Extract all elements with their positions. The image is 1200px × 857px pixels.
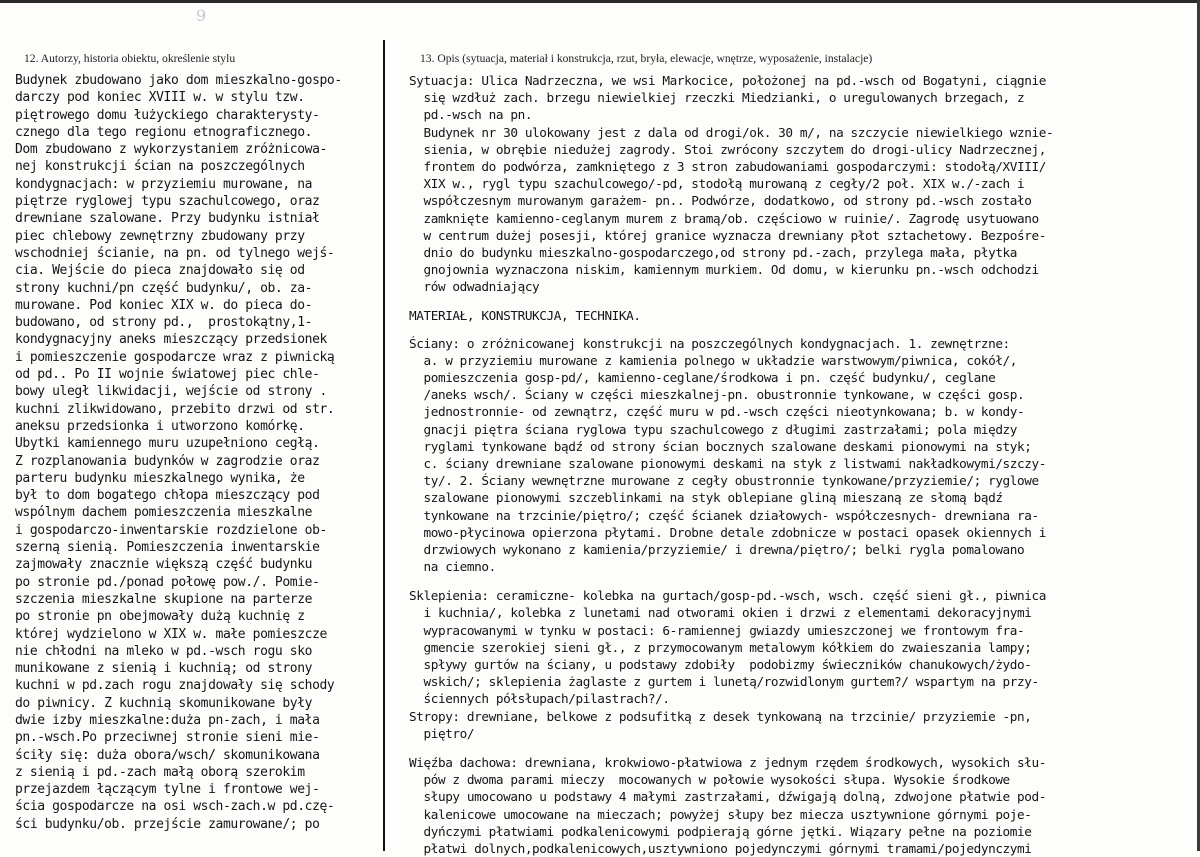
text-line: słupy umocowano u podstawy 4 małymi zastrzałami, dźwigają dolną, zdwojone płatwie pod-: [409, 789, 1046, 805]
section-sciany: [409, 335, 1199, 576]
text-line: gnojownia wyznaczona niskim, kamiennym murkiem. Od domu, w kierunku pn.-wsch odchodzi: [409, 262, 1039, 278]
text-line: której wydzielono w XIX w. małe pomieszcze: [15, 626, 327, 642]
text-line: Więźba dachowa: drewniana, krokwiowo-płatwiowa z jednym rzędem środkowych, wysokich słu-: [409, 754, 1046, 770]
text-line: po stronie pd./ponad połowę pow./. Pomie-: [15, 574, 320, 590]
section-stropy: [409, 708, 1199, 742]
text-line: i gospodarczo-inwentarskie rozdzielone ob-: [15, 522, 327, 538]
text-line: c. ściany drewniane szalowane pionowymi deskami na styk z listwami nakładkowymi/szczy-: [409, 455, 1046, 471]
text-line: jednostronnie- od zewnątrz, część muru w pd.-wsch części nieotynkowana; b. w kondy-: [409, 404, 1025, 420]
text-line: i pomieszczenie gospodarcze wraz z piwnicką: [15, 349, 335, 365]
text-line: się wzdłuż zach. brzegu niewielkiej rzeczki Miedzianki, o uregulowanych brzegach, z: [409, 90, 1025, 106]
text-line: wypracowanymi w tynku w postaci: 6-ramiennej gwiazdy umieszczonej we frontowym fra-: [409, 622, 1025, 638]
text-line: ścia gospodarcze na osi wsch-zach.w pd.czę-: [15, 799, 335, 815]
text-line: kondygnacjach: w przyziemiu murowane, na: [15, 176, 313, 192]
text-line: wschodniej ścianie, na pn. od tylnego wejś-: [15, 245, 335, 261]
section-sklepienia: [409, 587, 1199, 707]
text-line: drzwiowych wykonano z kamienia/przyziemie/ i drewna/piętro/; belki rygla pomalowano: [409, 541, 1025, 557]
text-line: kuchni zlikwidowano, przebito drzwi od str.: [15, 401, 335, 417]
text-line: XIX w., rygl typu szachulcowego/-pd, stodołą murowaną z cegły/2 poł. XIX w./-zach i: [409, 176, 1025, 192]
text-line: Stropy: drewniane, belkowe z podsufitką z desek tynkowaną na trzcinie/ przyziemie -pn,: [409, 708, 1032, 724]
text-line: i kuchnia/, kolebka z lunetami nad otworami okien i drzwi z elementami dekoracyjnymi: [409, 605, 1032, 621]
text-line: ryglami tynkowane bądź od strony ścian bocznych szalowane deskami pionowymi na styk;: [409, 438, 1032, 454]
text-line: płatwi dolnych,podkalenicowych,usztywniono pojedynczymi górnymi tramami/pojedynczymi: [409, 840, 1032, 856]
text-line: Sklepienia: ceramiczne- kolebka na gurtach/gosp-pd.-wsch, wsch. część sieni gł., piwnica: [409, 588, 1046, 604]
text-line: zajmowały znacznie większą część budynku: [15, 557, 313, 573]
text-line: kuchni w pd.zach rogu znajdowały się schody: [15, 678, 335, 694]
section-material-heading: [409, 307, 1199, 324]
text-line: przejazdem łączącym tylne i frontowe wej-: [15, 782, 320, 798]
text-line: pów z dwoma parami mieczy mocowanych w połowie wysokości słupa. Wysokie środkowe: [409, 772, 1010, 788]
section-sytuacja: [409, 72, 1199, 295]
text-line: kalenicowe umocowane na mieczach; powyżej słupy bez miecza usztywnione górnymi poje-: [409, 806, 1032, 822]
text-line: Budynek nr 30 ulokowany jest z dala od drogi/ok. 30 m/, na szczycie niewielkiego wznie-: [409, 124, 1054, 140]
text-line: pd.-wsch na pn.: [409, 107, 533, 123]
text-line: ściły się: duża obora/wsch/ skomunikowana: [15, 747, 320, 763]
text-line: budowano, od strony pd., prostokątny,1-: [15, 315, 313, 331]
text-line: rów odwadniający: [409, 279, 540, 295]
text-line: spływy gurtów na ściany, u podstawy zdobiły podobizmy świeczników chanukowych/żydo-: [409, 657, 1032, 672]
text-line: /aneks wsch/. Ściany w części mieszkalnej-pn. obustronnie tynkowane, w części gosp.: [409, 387, 1025, 403]
text-line: wskich/; sklepienia żaglaste z gurtem i lunetą/rozwidlonym gurtem?/ wspartym na przy-: [409, 674, 1039, 690]
text-line: nie chłodni na mleko w pd.-wsch rogu sko: [15, 643, 313, 659]
text-line: bowy uległ likwidacji, wejście od strony .: [15, 384, 327, 400]
text-line: Budynek zbudowano jako dom mieszkalno-gospo-: [15, 73, 342, 88]
text-line: Ubytki kamiennego muru uzupełniono cegłą.: [15, 436, 320, 452]
text-line: piętrowego domu łużyckiego charakterysty-: [15, 107, 320, 123]
text-line: szalowane pionowymi szczeblinkami na styk oblepiane gliną mieszaną ze słomą bądź: [409, 490, 1003, 506]
text-line: Ściany: o zróżnicowanej konstrukcji na poszczególnych kondygnacjach. 1. zewnętrzne:: [409, 335, 1010, 351]
text-line: z sienią i pd.-zach małą oborą szerokim: [15, 764, 305, 780]
scan-border-top: [0, 0, 1200, 3]
text-line: współczesnym murowanym garażem- pn.. Podwórze, dodatkowo, od strony pd.-wsch zostało: [409, 193, 1032, 209]
text-line: Z rozplanowania budynków w zagrodzie oraz: [15, 453, 320, 469]
section-12-header: 12. Autorzy, historia obiektu, określenie stylu: [24, 52, 236, 65]
text-line: w centrum dużej posesji, której granice wyznacza drewniany płot sztachetowy. Bezpośre-: [409, 227, 1046, 243]
text-line: tynkowane na trzcinie/piętro/; część ścianek działowych- współczesnych- drewniana ra-: [409, 507, 1039, 523]
text-line: aneksu przedsionka i utworzono komórkę.: [15, 418, 305, 434]
text-line: ściennych półsłupach/pilastrach?/.: [409, 691, 670, 707]
description-text-column: [409, 72, 1199, 857]
section-13-header: 13. Opis (sytuacja, materiał i konstrukcja, rzut, bryła, elewacje, wnętrze, wyposażenie, instalacje): [420, 52, 873, 65]
text-line: nej konstrukcji ścian na poszczególnych: [15, 159, 305, 175]
text-line: Sytuacja: Ulica Nadrzeczna, we wsi Markocice, położonej na pd.-wsch od Bogatyni, ciągnie: [409, 73, 1046, 88]
text-line: do piwnicy. Z kuchnią skomunikowane były: [15, 695, 313, 711]
section-wiezba: [409, 754, 1199, 857]
faint-page-mark: 9: [196, 6, 207, 25]
text-line: piec chlebowy zewnętrzny zbudowany przy: [15, 228, 305, 244]
text-line: dwie izby mieszkalne:duża pn-zach, i mała: [15, 712, 320, 728]
text-line: szczenia mieszkalne skupione na parterze: [15, 591, 313, 607]
text-line: a. w przyziemiu murowane z kamienia polnego w układzie warstwowym/piwnica, cokół/,: [409, 352, 1018, 368]
text-line: mowo-płycinowa opierzona płytami. Drobne detale zdobnicze w postaci opasek okiennych i: [409, 524, 1046, 540]
text-line: parteru budynku mieszkalnego wynika, że: [15, 470, 305, 486]
text-line: gmencie szerokiej sieni gł., z przymocowanym metalowym kółkiem do zwaieszania lampy;: [409, 639, 1032, 655]
text-line: cznego dla tego regionu etnograficznego.: [15, 124, 313, 140]
text-line: gnacji piętra ściana ryglowa typu szachulcowego z długimi zastrzałami; pola między: [409, 421, 1018, 437]
text-line: od pd.. Po II wojnie światowej piec chle-: [15, 367, 320, 383]
text-line: darczy pod koniec XVIII w. w stylu tzw.: [15, 90, 305, 106]
text-line: munikowane z sienią i kuchnią; od strony: [15, 661, 313, 677]
text-line: piętro/: [409, 725, 475, 741]
text-line: strony kuchni/pn część budynku/, ob. za-: [15, 280, 313, 296]
text-line: dyńczymi płatwiami podkalenicowymi podpierają górne jętki. Wiązary pełne na poziomie: [409, 823, 1032, 839]
text-line: pomieszczenia gosp-pd/, kamienno-ceglane/środkowa i pn. część budynku/, ceglane: [409, 370, 996, 385]
text-line: sienia, w obrębie niedużej zagrody. Stoi zwrócony szczytem do drogi-ulicy Nadrzecznej,: [409, 141, 1046, 157]
text-line: ty/. 2. Ściany wewnętrzne murowane z cegły obustronnie tynkowane/przyziemie/; ryglowe: [409, 473, 1039, 489]
history-text-column: [15, 72, 387, 833]
text-line: był to dom bogatego chłopa mieszczący pod: [15, 488, 320, 504]
text-line: MATERIAŁ, KONSTRUKCJA, TECHNIKA.: [409, 308, 641, 324]
text-line: pn.-wsch.Po przeciwnej stronie sieni mie-: [15, 730, 320, 746]
text-line: wspólnym dachem pomieszczenia mieszkalne: [15, 505, 313, 521]
text-line: szerną sienią. Pomieszczenia inwentarskie: [15, 540, 320, 556]
text-line: Dom zbudowano z wykorzystaniem zróżnicowa-: [15, 142, 327, 158]
text-line: murowane. Pod koniec XIX w. do pieca do-: [15, 297, 313, 313]
text-line: po stronie pn obejmowały dużą kuchnię z: [15, 609, 305, 625]
text-line: zamknięte kamienno-ceglanym murem z bramą/ob. częściowo w ruinie/. Zagrodę usytuowano: [409, 210, 1039, 226]
text-line: dnio do budynku mieszkalno-gospodarczego,od strony pd.-zach, przylega mała, płytka: [409, 244, 1018, 260]
text-line: piętrze ryglowej typu szachulcowego, oraz: [15, 194, 320, 210]
text-line: ści budynku/ob. przejście zamurowane/; po: [15, 816, 320, 832]
text-line: kondygnacyjny aneks mieszczący przedsionek: [15, 332, 327, 348]
text-line: cia. Wejście do pieca znajdowało się od: [15, 263, 305, 279]
text-line: frontem do podwórza, zamkniętego z 3 stron zabudowaniami gospodarczymi: stodołą/XVIII/: [409, 158, 1046, 174]
text-line: drewniane szalowane. Przy budynku istniał: [15, 211, 320, 227]
text-line: na ciemno.: [409, 559, 496, 575]
